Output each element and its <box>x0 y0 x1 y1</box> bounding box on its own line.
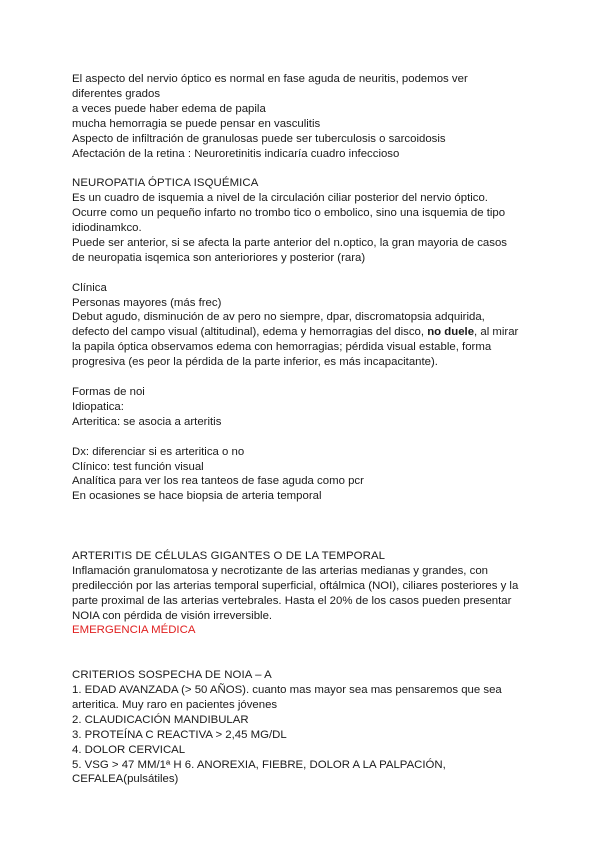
section-title-criterios: CRITERIOS SOSPECHA DE NOIA – A <box>72 669 272 682</box>
section-title-noi: NEUROPATIA ÓPTICA ISQUÉMICA <box>72 177 259 190</box>
criterio-3: 3. PROTEÍNA C REACTIVA > 2,45 MG/DL <box>72 728 287 741</box>
arteritis-paragraph: Inflamación granulomatosa y necrotizante de las arterias medianas y grandes, con predilección por las arterias temporal superficial, oftálmica (NOI), ciliares posteriores y la parte proximal de las arterias vertebrales. Hasta el 20% de los casos pueden presentar NOIA con pérdida de visión irreversible. <box>72 564 519 622</box>
intro-line-hemorragia: mucha hemorragia se puede pensar en vasculitis <box>72 117 321 130</box>
document-page <box>72 72 520 787</box>
formas-title: Formas de noi <box>72 385 145 398</box>
dx-line-1: Dx: diferenciar si es arteritica o no <box>72 445 245 458</box>
clinica-text-after: , al mirar la papila óptica observamos edema con hemorragias; pérdida visual estable, forma progresiva (es peor la pérdida de la parte inferior, es más incapacitante). <box>72 326 519 369</box>
noi-paragraph-2: Puede ser anterior, si se afecta la parte anterior del n.optico, la gran mayoria de casos de neuropatia isqemica son anterioriores y posterior (rara) <box>72 236 507 264</box>
intro-line-infiltracion: Aspecto de infiltración de granulosas puede ser tuberculosis o sarcoidosis <box>72 132 446 145</box>
intro-paragraph: El aspecto del nervio óptico es normal en fase aguda de neuritis, podemos ver diferentes grados <box>72 73 468 100</box>
dx-line-3: Analítica para ver los rea tanteos de fase aguda como pcr <box>72 475 364 488</box>
clinica-line-personas: Personas mayores (más frec) <box>72 296 222 309</box>
criterio-4: 4. DOLOR CERVICAL <box>72 743 186 756</box>
criterio-1: 1. EDAD AVANZADA (> 50 AÑOS). cuanto mas mayor sea mas pensaremos que sea arteritica. Muy raro en pacientes jóvenes <box>72 684 502 711</box>
formas-idiopatica: Idiopatica: <box>72 400 124 413</box>
section-title-clinica: Clínica <box>72 281 107 294</box>
criterio-5: 5. VSG > 47 MM/1ª H 6. ANOREXIA, FIEBRE, DOLOR A LA PALPACIÓN, CEFALEA(pulsátiles) <box>72 758 446 786</box>
dx-line-4: En ocasiones se hace biopsia de arteria temporal <box>72 490 322 503</box>
intro-line-edema: a veces puede haber edema de papila <box>72 102 266 115</box>
formas-arteritica: Arteritica: se asocia a arteritis <box>72 415 222 428</box>
criterio-2: 2. CLAUDICACIÓN MANDIBULAR <box>72 713 249 726</box>
section-title-arteritis: ARTERITIS DE CÉLULAS GIGANTES O DE LA TEMPORAL <box>72 549 386 562</box>
noi-paragraph-1: Es un cuadro de isquemia a nivel de la circulación ciliar posterior del nervio óptico. Ocurre como un pequeño infarto no trombo tico o embolico, sino una isquemia de tipo idiodinamkco. <box>72 192 506 235</box>
intro-line-retina: Afectación de la retina : Neuroretinitis indicaría cuadro infeccioso <box>72 147 400 160</box>
emergency-label: EMERGENCIA MÉDICA <box>72 624 196 637</box>
clinica-paragraph <box>72 310 520 370</box>
clinica-text-bold: no duele <box>427 326 475 339</box>
clinica-text-before: Debut agudo, disminución de av pero no siempre, dpar, discromatopsia adquirida, defecto del campo visual (altitudinal), edema y hemorragias del disco, <box>72 311 485 339</box>
dx-line-2: Clínico: test función visual <box>72 460 204 473</box>
